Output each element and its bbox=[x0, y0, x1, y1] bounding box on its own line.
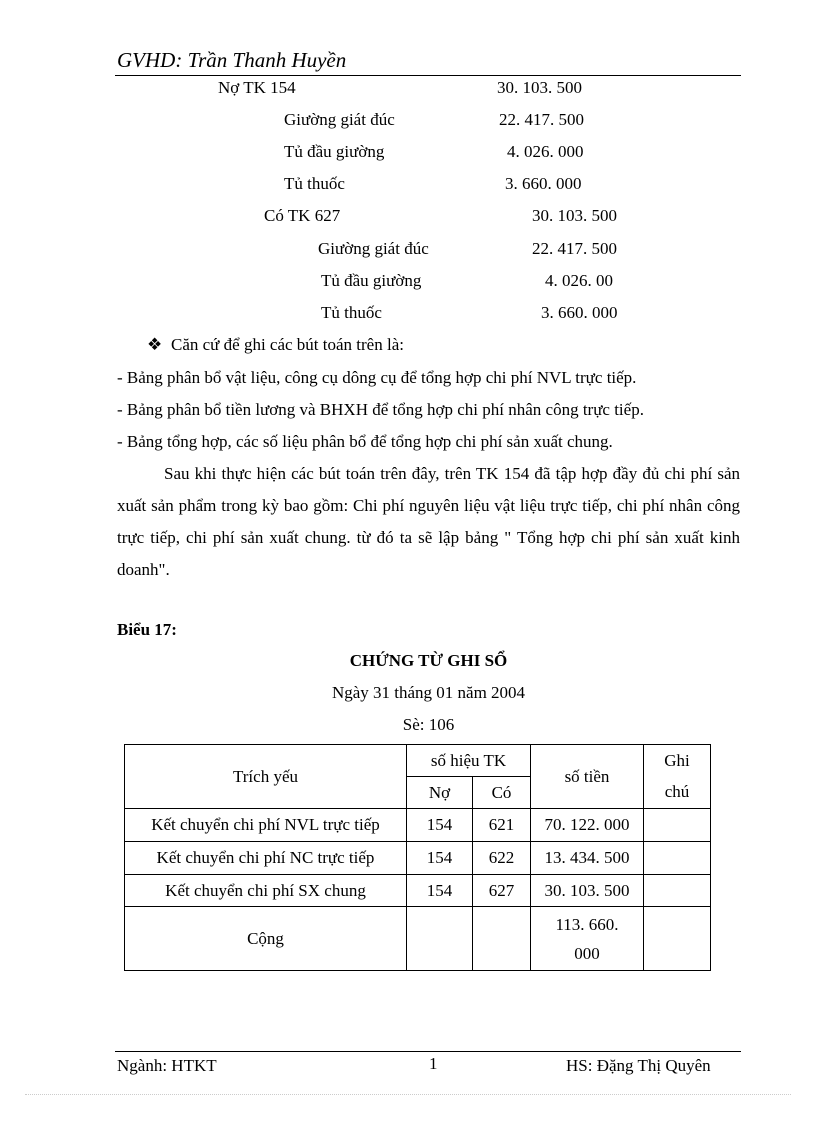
row-amount: 70. 122. 000 bbox=[531, 809, 644, 842]
form-number: Sè: 106 bbox=[402, 715, 455, 734]
total-amount bbox=[531, 907, 644, 971]
table-row bbox=[125, 809, 711, 842]
header-teacher: GVHD: Trần Thanh Huyền bbox=[117, 48, 347, 72]
header-no: Nợ bbox=[407, 777, 473, 809]
header-ghi-chu-bottom: chú bbox=[644, 777, 711, 809]
summary-paragraph: Sau khi thực hiện các bút toán trên đây, trên TK 154 đã tập hợp đầy đủ chi phí sản xuất sản phẩm trong kỳ bao gồm: Chi phí nguyên liệu vật liệu trực tiếp, chi phí nhân công trực tiếp, chi phí sản xuất chung. từ đó ta sẽ lập bảng " Tổng hợp chi phí sản xuất kinh doanh". bbox=[117, 464, 740, 579]
header-co: Có bbox=[473, 777, 531, 809]
row-note bbox=[644, 809, 711, 842]
total-amount-line2: 000 bbox=[574, 943, 600, 963]
basis-item: - Bảng tổng hợp, các số liệu phân bổ để tổng hợp chi phí sản xuất chung. bbox=[117, 432, 613, 451]
footer-major: Ngành: HTKT bbox=[117, 1056, 217, 1075]
row-desc: Kết chuyển chi phí NC trực tiếp bbox=[125, 842, 407, 875]
footer-rule bbox=[115, 1051, 741, 1052]
entry-label: Tủ thuốc bbox=[284, 174, 345, 193]
row-no: 154 bbox=[407, 809, 473, 842]
header-so-tien: số tiền bbox=[531, 745, 644, 809]
total-row bbox=[125, 907, 711, 971]
header-so-hieu: số hiệu TK bbox=[407, 745, 531, 777]
form-title: CHỨNG TỪ GHI SỔ bbox=[349, 651, 508, 670]
row-co: 621 bbox=[473, 809, 531, 842]
entry-amount: 22. 417. 500 bbox=[532, 239, 617, 258]
total-label: Cộng bbox=[125, 907, 407, 971]
entry-amount: 30. 103. 500 bbox=[497, 78, 582, 97]
entry-amount: 4. 026. 00 bbox=[545, 271, 613, 290]
row-co: 627 bbox=[473, 875, 531, 907]
total-amount-line1: 113. 660. bbox=[555, 914, 619, 934]
form-date: Ngày 31 tháng 01 năm 2004 bbox=[331, 683, 526, 702]
entry-label: Tủ thuốc bbox=[321, 303, 382, 322]
row-note bbox=[644, 875, 711, 907]
entry-label: Giường giát đúc bbox=[284, 110, 395, 129]
row-amount: 13. 434. 500 bbox=[531, 842, 644, 875]
row-amount: 30. 103. 500 bbox=[531, 875, 644, 907]
header-trich-yeu: Trích yếu bbox=[125, 745, 407, 809]
row-desc: Kết chuyển chi phí NVL trực tiếp bbox=[125, 809, 407, 842]
total-no bbox=[407, 907, 473, 971]
entry-amount: 30. 103. 500 bbox=[532, 206, 617, 225]
entry-label: Có TK 627 bbox=[264, 206, 341, 225]
row-note bbox=[644, 842, 711, 875]
header-rule bbox=[115, 75, 741, 76]
basis-bullet-icon: ❖ bbox=[147, 335, 163, 354]
form-label: Biểu 17: bbox=[117, 620, 177, 639]
footer-student: HS: Đặng Thị Quyên bbox=[566, 1056, 711, 1075]
basis-heading: Căn cứ để ghi các bút toán trên là: bbox=[171, 335, 404, 354]
voucher-table bbox=[124, 744, 711, 971]
entry-label: Tủ đầu giường bbox=[284, 142, 385, 161]
entry-label: Giường giát đúc bbox=[318, 239, 429, 258]
entry-label: Tủ đầu giường bbox=[321, 271, 422, 290]
total-note bbox=[644, 907, 711, 971]
entry-amount: 4. 026. 000 bbox=[507, 142, 584, 161]
row-no: 154 bbox=[407, 875, 473, 907]
entry-amount: 3. 660. 000 bbox=[541, 303, 618, 322]
row-co: 622 bbox=[473, 842, 531, 875]
entry-amount: 3. 660. 000 bbox=[505, 174, 582, 193]
page-edge-divider bbox=[25, 1094, 791, 1095]
table-row bbox=[125, 842, 711, 875]
basis-item: - Bảng phân bổ vật liệu, công cụ dông cụ để tổng hợp chi phí NVL trực tiếp. bbox=[117, 368, 637, 387]
footer-page-number: 1 bbox=[429, 1054, 438, 1073]
row-no: 154 bbox=[407, 842, 473, 875]
table-row bbox=[125, 875, 711, 907]
entry-amount: 22. 417. 500 bbox=[499, 110, 584, 129]
header-ghi-chu-top: Ghi bbox=[644, 745, 711, 777]
entry-label: Nợ TK 154 bbox=[218, 78, 296, 97]
basis-item: - Bảng phân bổ tiền lương và BHXH để tổng hợp chi phí nhân công trực tiếp. bbox=[117, 400, 644, 419]
row-desc: Kết chuyển chi phí SX chung bbox=[125, 875, 407, 907]
total-co bbox=[473, 907, 531, 971]
